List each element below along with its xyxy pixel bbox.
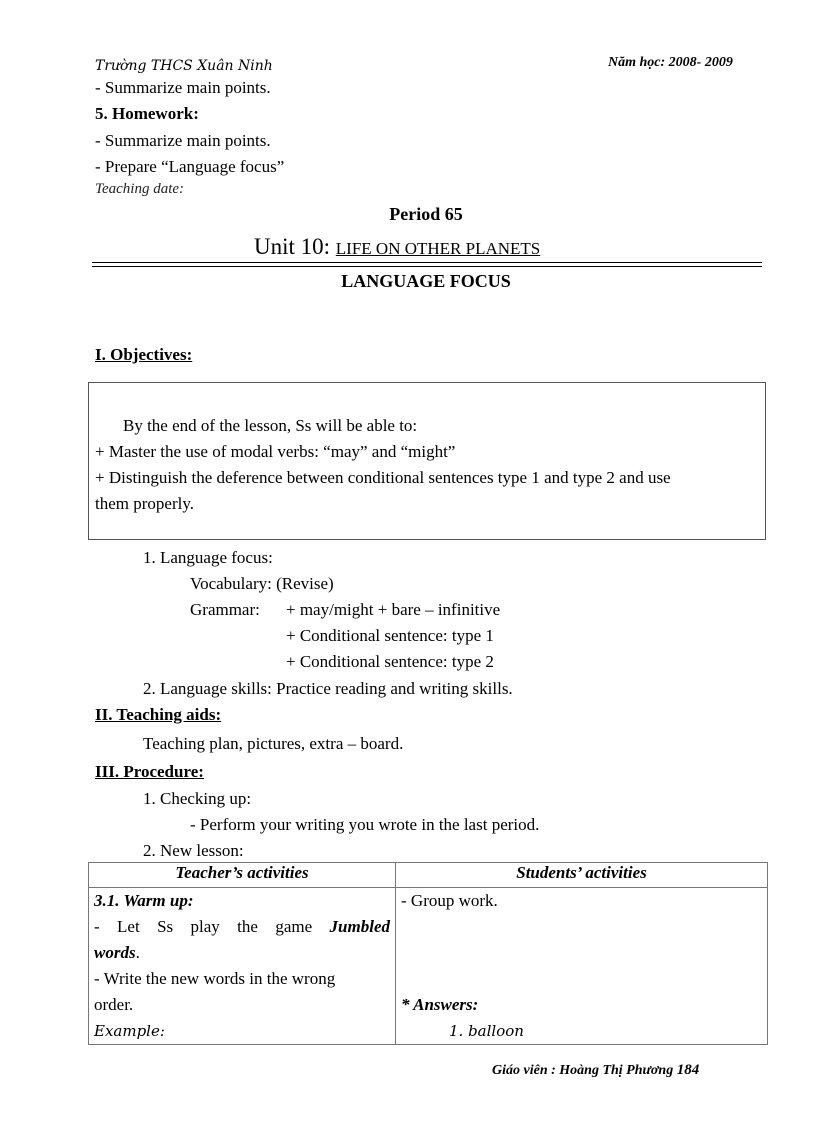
table-header-row: [89, 863, 768, 888]
grammar-label: Grammar:: [190, 600, 260, 619]
objectives-heading: I. Objectives:: [95, 345, 193, 364]
grammar-item-2: + Conditional sentence: type 1: [286, 626, 494, 645]
teacher-activities-header: Teacher’s activities: [89, 863, 396, 888]
footer: [492, 1062, 699, 1079]
game-name-end: words: [94, 943, 136, 962]
objective-item: + Master the use of modal verbs: “may” and “might”: [95, 442, 456, 461]
table-row: [89, 888, 768, 1045]
let-ss-text: - Let Ss play the game: [94, 917, 313, 936]
students-activities-header: Students’ activities: [396, 863, 768, 888]
section-title: LANGUAGE FOCUS: [341, 271, 511, 291]
unit-title: [254, 234, 540, 260]
activities-table: [88, 862, 768, 1045]
teaching-aids-text: Teaching plan, pictures, extra – board.: [143, 734, 404, 753]
answers-heading: * Answers:: [401, 995, 479, 1014]
procedure-heading: III. Procedure:: [95, 762, 204, 781]
game-name: Jumbled: [329, 917, 390, 936]
homework-heading: 5. Homework:: [95, 104, 199, 123]
page-number: 184: [676, 1062, 700, 1078]
teacher-activities-cell: [89, 888, 396, 1045]
write-line: - Write the new words in the wrong: [94, 969, 336, 988]
objectives-box: [88, 382, 766, 540]
objectives-lines: [95, 413, 671, 517]
language-skills: [143, 679, 513, 699]
language-skills-label: 2. Language skills:: [143, 679, 272, 698]
unit-name: LIFE ON OTHER PLANETS: [335, 239, 541, 258]
grammar-item-3: + Conditional sentence: type 2: [286, 652, 494, 671]
year-value: 2008- 2009: [668, 55, 733, 70]
language-focus-heading: 1. Language focus:: [143, 548, 273, 567]
words-line: words.: [94, 943, 140, 962]
grammar-item-1: + may/might + bare – infinitive: [286, 600, 501, 619]
school-name: Trường THCS Xuân Ninh: [95, 58, 273, 74]
school-year: [608, 55, 733, 71]
warm-up-heading: 3.1. Warm up:: [94, 891, 194, 910]
title-divider: [92, 262, 762, 267]
new-lesson-heading: 2. New lesson:: [143, 841, 244, 860]
unit-number: Unit 10:: [254, 234, 331, 259]
summary-line-1: - Summarize main points.: [95, 78, 271, 97]
let-ss-line: [94, 914, 390, 940]
teaching-aids-heading: II. Teaching aids:: [95, 705, 222, 724]
prepare-line: - Prepare “Language focus”: [95, 157, 285, 176]
teacher-name: Giáo viên : Hoàng Thị Phương: [492, 1063, 674, 1078]
students-activities-cell: [396, 888, 768, 1045]
summary-line-2: - Summarize main points.: [95, 131, 271, 150]
example-label: Example:: [94, 1022, 165, 1040]
language-skills-text: Practice reading and writing skills.: [276, 679, 513, 698]
answer-item: 1. balloon: [449, 1022, 524, 1040]
objective-intro: By the end of the lesson, Ss will be able to:: [123, 416, 418, 435]
objective-item: + Distinguish the deference between conditional sentences type 1 and type 2 and use: [95, 468, 671, 487]
year-label: Năm học:: [608, 55, 666, 70]
order-line: order.: [94, 995, 134, 1014]
checking-up-text: - Perform your writing you wrote in the last period.: [190, 815, 540, 834]
vocabulary-line: Vocabulary: (Revise): [190, 574, 334, 593]
objective-item: them properly.: [95, 494, 194, 513]
group-work: - Group work.: [401, 891, 498, 910]
teaching-date: Teaching date:: [95, 181, 185, 197]
checking-up-heading: 1. Checking up:: [143, 789, 252, 808]
period-title: Period 65: [389, 204, 463, 224]
